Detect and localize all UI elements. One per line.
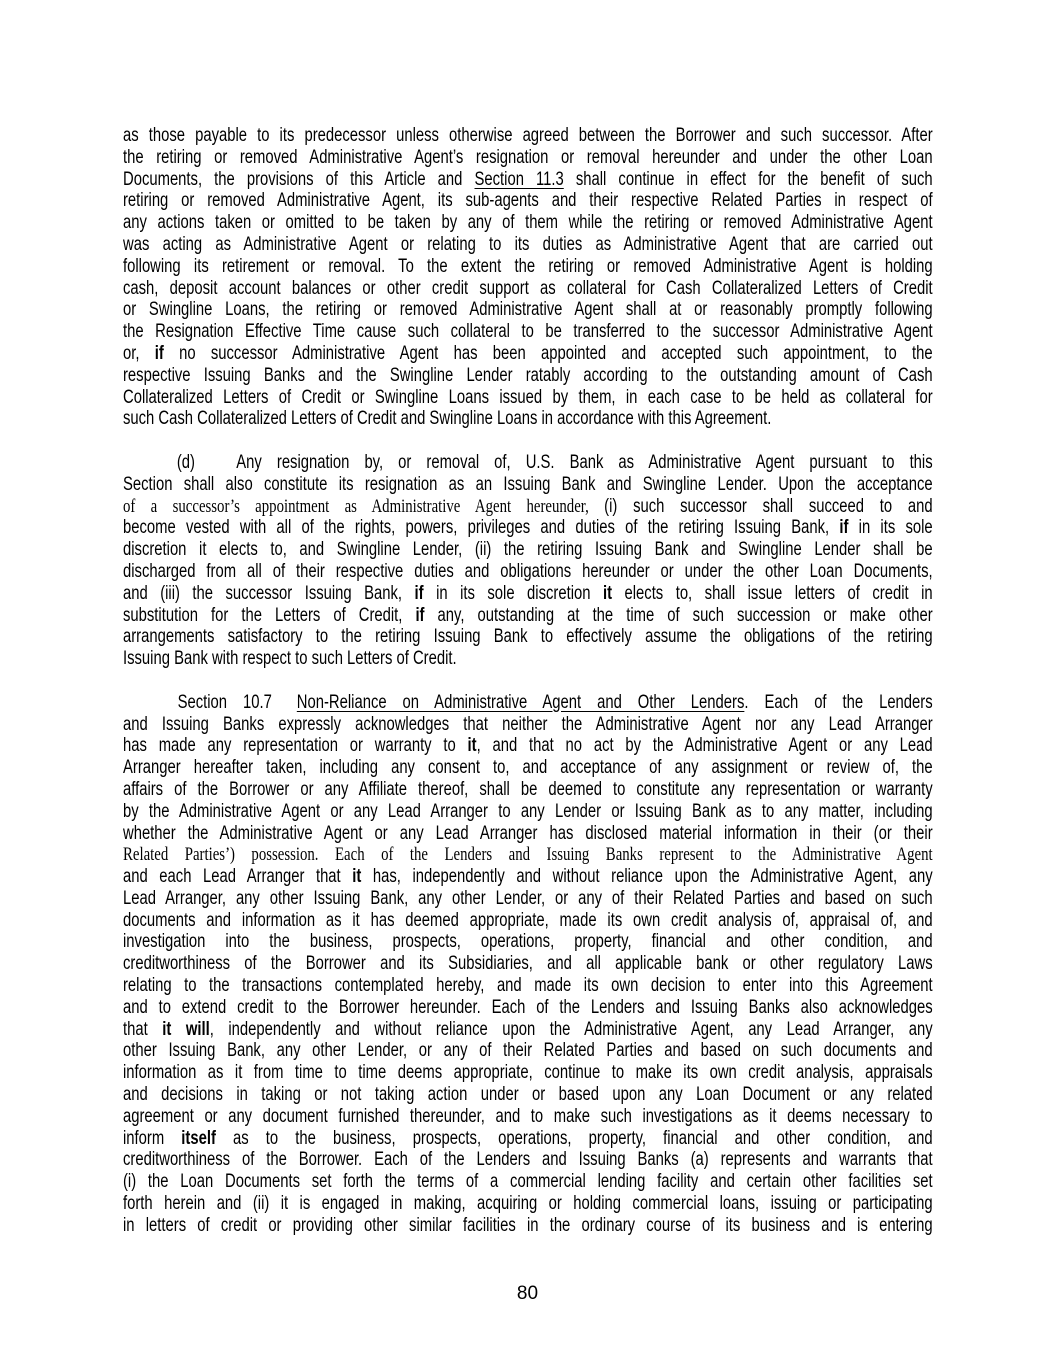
- text-segment: substitution for the Letters of Credit,: [123, 604, 416, 626]
- text-segment: if: [414, 582, 424, 604]
- text-line: [123, 1040, 933, 1062]
- text-segment: if: [415, 604, 425, 626]
- underlined-text: Non-Reliance on Administrative Agent and Other Lenders: [296, 691, 745, 713]
- text-line: [123, 256, 933, 278]
- text-line: [123, 910, 933, 932]
- text-segment: inform: [123, 1127, 182, 1149]
- text-segment: the retiring or removed Administrative Agent’s resignation or removal hereunder and under the other Loan: [123, 146, 933, 168]
- text-segment: creditworthiness of the Borrower. Each of the Lenders and Issuing Banks (a) represents and warrants that: [123, 1149, 933, 1171]
- text-line: [123, 605, 933, 627]
- text-line: [123, 561, 933, 583]
- text-line: [123, 125, 933, 147]
- text-line: [123, 365, 933, 387]
- text-segment: and each Lead Arranger that: [123, 866, 353, 888]
- text-line: [123, 648, 933, 670]
- text-line: [123, 517, 933, 539]
- text-segment: discretion it elects to, and Swingline Lender, (ii) the retiring Issuing Bank and Swingline Lender shall be: [123, 539, 933, 561]
- text-line: [123, 626, 933, 648]
- text-line: [123, 1019, 933, 1041]
- text-segment: by the Administrative Agent or any Lead Arranger to any Lender or Issuing Bank as to any matter, including: [123, 800, 933, 822]
- text-segment: it will: [162, 1018, 210, 1040]
- text-segment: Lead Arranger, any other Issuing Bank, any other Lender, or any of their Related Parties and based on such: [123, 887, 933, 909]
- text-segment: other Issuing Bank, any other Lender, or any of their Related Parties and based on such documents and: [123, 1040, 933, 1062]
- text-line: [123, 147, 933, 169]
- text-segment: arrangements satisfactory to the retiring Issuing Bank to effectively assume the obligations of the retiring: [123, 626, 933, 648]
- text-line: [123, 779, 933, 801]
- text-segment: if: [839, 517, 849, 539]
- text-line: [123, 735, 933, 757]
- text-line: [123, 931, 933, 953]
- text-line: [123, 975, 933, 997]
- text-segment: agreement or any document furnished thereunder, and to make such investigations as it deems necessary to: [123, 1105, 933, 1127]
- text-line: [123, 408, 933, 430]
- text-segment: of a successor’s appointment as Administrative Agent hereunder,: [123, 495, 605, 517]
- text-line: [123, 844, 933, 866]
- paragraph-d-resignation-us-bank: [123, 452, 933, 670]
- text-segment: it: [602, 582, 613, 604]
- text-segment: respective Issuing Banks and the Swingline Lender ratably according to the outstanding amount of Cash: [123, 364, 933, 386]
- text-segment: and Issuing Banks expressly acknowledges that neither the Administrative Agent nor any Lead Arranger: [123, 713, 933, 735]
- text-line: [123, 299, 933, 321]
- text-segment: Arranger hereafter taken, including any consent to, and acceptance of any assignment or review of, the: [123, 757, 933, 779]
- text-segment: the Resignation Effective Time cause such collateral to be transferred to the successor Administrative Agent: [123, 321, 933, 343]
- text-segment: and decisions in taking or not taking action under or based upon any Loan Document or any related: [123, 1084, 933, 1106]
- text-segment: discharged from all of their respective duties and obligations hereunder or under the other Loan Documents,: [123, 560, 933, 582]
- text-segment: that: [123, 1018, 163, 1040]
- text-line: [123, 757, 933, 779]
- tab-spacer: [272, 707, 297, 708]
- text-segment: in its sole: [848, 517, 933, 539]
- tab-spacer: [123, 467, 177, 468]
- text-line: [123, 452, 933, 474]
- text-segment: elects to, shall issue letters of credit in: [612, 582, 933, 604]
- page-number: 80: [516, 1283, 539, 1304]
- text-segment: affairs of the Borrower or any Affiliate thereof, shall be deemed to constitute any representation or warranty: [123, 778, 933, 800]
- text-line: [123, 343, 933, 365]
- text-segment: or,: [123, 342, 155, 364]
- text-line: [123, 866, 933, 888]
- text-segment: or Swingline Loans, the retiring or removed Administrative Agent shall at or reasonably promptly following: [123, 299, 933, 321]
- text-segment: (d): [176, 451, 195, 473]
- text-segment: . Each of the Lenders: [744, 691, 933, 713]
- text-segment: forth herein and (ii) it is engaged in making, acquiring or holding commercial loans, issuing or participating: [123, 1193, 933, 1215]
- text-line: [123, 953, 933, 975]
- text-line: [123, 1215, 933, 1237]
- text-segment: as to the business, prospects, operations, property, financial and other condition, and: [215, 1127, 933, 1149]
- text-segment: and to extend credit to the Borrower hereunder. Each of the Lenders and Issuing Banks also acknowledges: [123, 996, 933, 1018]
- text-segment: cash, deposit account balances or other credit support as collateral for Cash Collateralized Letters of Credit: [123, 277, 933, 299]
- text-line: [123, 801, 933, 823]
- text-segment: information as it from time to time deems appropriate, continue to make its own credit analysis, appraisals: [123, 1062, 933, 1084]
- text-line: [123, 539, 933, 561]
- text-segment: relating to the transactions contemplated hereby, and made its own decision to enter into this Agreement: [123, 975, 933, 997]
- text-line: [123, 1084, 933, 1106]
- text-segment: creditworthiness of the Borrower and its Subsidiaries, and all applicable bank or other regulatory Laws: [123, 953, 933, 975]
- text-segment: it: [467, 735, 477, 757]
- text-segment: (i) such successor shall succeed to and: [604, 495, 933, 517]
- text-line: [123, 1062, 933, 1084]
- text-segment: , independently and without reliance upon the Administrative Agent, any Lead Arranger, any: [209, 1018, 933, 1040]
- text-segment: such Cash Collateralized Letters of Credit and Swingline Loans in accordance with this Agreement.: [123, 408, 772, 430]
- text-line: [123, 234, 933, 256]
- text-segment: if: [154, 342, 164, 364]
- text-line: [123, 190, 933, 212]
- text-line: [123, 474, 933, 496]
- paragraph-section-10-7-non-reliance: [123, 692, 933, 1237]
- text-line: [123, 1149, 933, 1171]
- text-line: [123, 1128, 933, 1150]
- text-block: [123, 125, 933, 1237]
- text-line: [123, 583, 933, 605]
- text-line: [123, 278, 933, 300]
- text-line: [123, 387, 933, 409]
- tab-spacer: [195, 467, 236, 468]
- text-line: [123, 997, 933, 1019]
- text-segment: Section shall also constitute its resignation as an Issuing Bank and Swingline Lender. Upon the acceptance: [123, 473, 933, 495]
- text-segment: Section 10.7: [177, 691, 272, 713]
- text-line: [123, 1193, 933, 1215]
- text-segment: become vested with all of the rights, powers, privileges and duties of the retiring Issuing Bank,: [123, 517, 840, 539]
- text-segment: whether the Administrative Agent or any Lead Arranger has disclosed material information in their (or their: [123, 822, 933, 844]
- text-line: [123, 1171, 933, 1193]
- text-segment: itself: [181, 1127, 216, 1149]
- text-segment: Any resignation by, or removal of, U.S. Bank as Administrative Agent pursuant to this: [236, 451, 933, 473]
- text-line: [123, 823, 933, 845]
- text-segment: no successor Administrative Agent has been appointed and accepted such appointment, to the: [163, 342, 933, 364]
- text-segment: shall continue in effect for the benefit of such: [563, 168, 933, 190]
- text-segment: following its retirement or removal. To the extent the retiring or removed Administrative Agent is holding: [123, 255, 933, 277]
- tab-spacer: [123, 707, 178, 708]
- text-line: [123, 496, 933, 518]
- text-line: [123, 169, 933, 191]
- text-line: [123, 212, 933, 234]
- text-line: [123, 714, 933, 736]
- text-segment: in letters of credit or providing other similar facilities in the ordinary course of its business and is entering: [123, 1214, 933, 1236]
- text-segment: Issuing Bank with respect to such Letters of Credit.: [123, 648, 457, 670]
- paragraph-successor-agent-continuation: [123, 125, 933, 430]
- text-segment: was acting as Administrative Agent or relating to its duties as Administrative Agent that are carried out: [123, 233, 933, 255]
- text-segment: it: [352, 866, 362, 888]
- text-segment: Documents, the provisions of this Article and: [123, 168, 475, 190]
- text-segment: investigation into the business, prospects, operations, property, financial and other condition, and: [123, 931, 933, 953]
- text-segment: any actions taken or omitted to be taken by any of them while the retiring or removed Administrative Agent: [123, 212, 933, 234]
- text-segment: has made any representation or warranty to: [123, 735, 468, 757]
- text-segment: (i) the Loan Documents set forth the terms of a commercial lending facility and certain other facilities set: [123, 1171, 933, 1193]
- text-segment: has, independently and without reliance upon the Administrative Agent, any: [361, 866, 933, 888]
- text-segment: Collateralized Letters of Credit or Swingline Loans issued by them, in each case to be held as collateral for: [123, 386, 933, 408]
- text-segment: Related Parties’) possession. Each of the Lenders and Issuing Banks represent to the Administrative Agent: [123, 844, 933, 866]
- text-segment: , and that no act by the Administrative Agent or any Lead: [476, 735, 933, 757]
- text-line: [123, 1106, 933, 1128]
- text-line: [123, 692, 933, 714]
- text-segment: and (iii) the successor Issuing Bank,: [123, 582, 415, 604]
- text-segment: as those payable to its predecessor unless otherwise agreed between the Borrower and such successor. After: [123, 125, 933, 146]
- text-segment: in its sole discretion: [423, 582, 603, 604]
- underlined-text: Section 11.3: [474, 168, 564, 190]
- text-line: [123, 321, 933, 343]
- text-segment: retiring or removed Administrative Agent, its sub-agents and their respective Related Parties in respect of: [123, 190, 933, 212]
- text-segment: any, outstanding at the time of such succession or make other: [424, 604, 933, 626]
- text-line: [123, 888, 933, 910]
- text-segment: documents and information as it has deemed appropriate, made its own credit analysis of, appraisal of, and: [123, 909, 933, 931]
